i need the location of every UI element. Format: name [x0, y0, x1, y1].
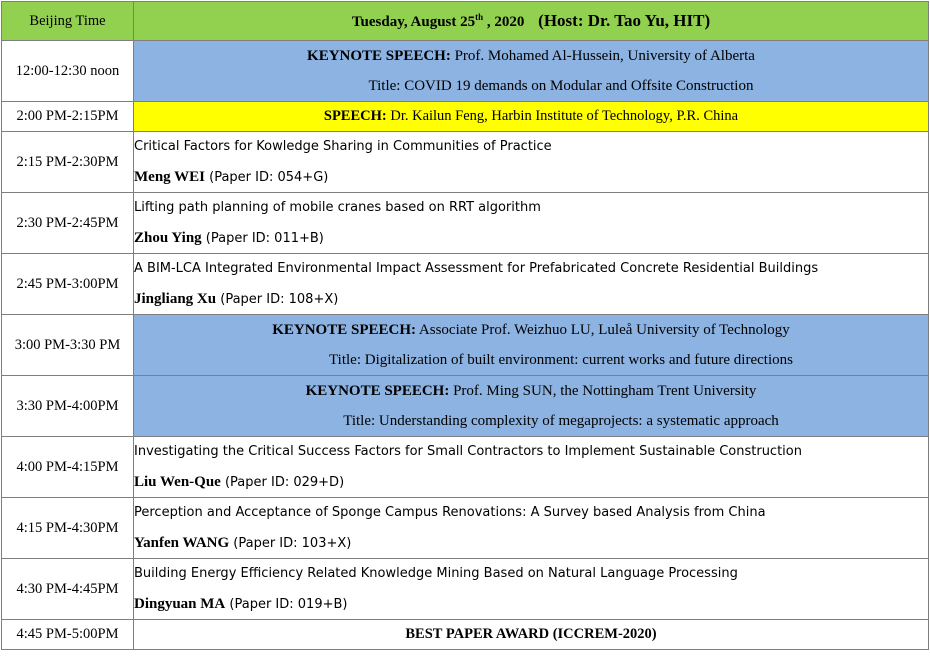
- paper-id: (Paper ID: 019+B): [225, 597, 348, 612]
- keynote-speaker: Prof. Mohamed Al-Hussein, University of Alberta: [450, 48, 755, 64]
- schedule-row: [2, 376, 929, 437]
- session-year: , 2020: [483, 14, 525, 30]
- time-column-header: Beijing Time: [2, 2, 134, 41]
- paper-cell: [134, 437, 929, 498]
- paper-title: Critical Factors for Kowledge Sharing in Communities of Practice: [134, 139, 552, 154]
- keynote-cell: [134, 376, 929, 437]
- schedule-row: [2, 132, 929, 193]
- keynote-cell: [134, 315, 929, 376]
- schedule-row: [2, 437, 929, 498]
- paper-cell: [134, 498, 929, 559]
- session-header: [134, 2, 929, 41]
- time-cell: 3:00 PM-3:30 PM: [2, 315, 134, 376]
- paper-cell: [134, 132, 929, 193]
- paper-id: (Paper ID: 054+G): [204, 170, 329, 185]
- paper-author: Liu Wen-Que: [134, 474, 221, 490]
- keynote-label: KEYNOTE SPEECH:: [307, 48, 451, 64]
- time-cell: 2:45 PM-3:00PM: [2, 254, 134, 315]
- paper-author: Zhou Ying: [134, 230, 202, 246]
- paper-title: Building Energy Efficiency Related Knowledge Mining Based on Natural Language Processing: [134, 566, 738, 581]
- keynote-label: KEYNOTE SPEECH:: [305, 383, 450, 399]
- paper-title: Investigating the Critical Success Factors for Small Contractors to Implement Sustainable Construction: [134, 444, 802, 459]
- keynote-label: KEYNOTE SPEECH:: [272, 322, 416, 338]
- time-cell: 2:30 PM-2:45PM: [2, 193, 134, 254]
- keynote-speaker: Associate Prof. Weizhuo LU, Luleå University of Technology: [416, 322, 790, 338]
- time-cell: 4:15 PM-4:30PM: [2, 498, 134, 559]
- time-cell: 3:30 PM-4:00PM: [2, 376, 134, 437]
- paper-title: A BIM-LCA Integrated Environmental Impact Assessment for Prefabricated Concrete Residential Buildings: [134, 261, 819, 276]
- award-cell: BEST PAPER AWARD (ICCREM-2020): [134, 620, 929, 650]
- schedule-row: [2, 254, 929, 315]
- time-cell: 4:00 PM-4:15PM: [2, 437, 134, 498]
- speech-speaker: Dr. Kailun Feng, Harbin Institute of Technology, P.R. China: [386, 108, 739, 124]
- paper-author: Dingyuan MA: [134, 596, 226, 612]
- keynote-title: Title: Understanding complexity of megaprojects: a systematic approach: [343, 413, 779, 429]
- speech-cell: [134, 102, 929, 132]
- paper-id: (Paper ID: 029+D): [220, 475, 345, 490]
- time-cell: 4:45 PM-5:00PM: [2, 620, 134, 650]
- time-cell: 4:30 PM-4:45PM: [2, 559, 134, 620]
- schedule-row: [2, 193, 929, 254]
- schedule-row: [2, 620, 929, 650]
- keynote-cell: [134, 41, 929, 102]
- schedule-row: [2, 41, 929, 102]
- paper-cell: [134, 193, 929, 254]
- keynote-title: Title: COVID 19 demands on Modular and Offsite Construction: [368, 78, 754, 94]
- schedule-row: [2, 315, 929, 376]
- schedule-row: [2, 559, 929, 620]
- paper-author: Meng WEI: [134, 169, 205, 185]
- time-cell: 2:00 PM-2:15PM: [2, 102, 134, 132]
- paper-cell: [134, 559, 929, 620]
- time-cell: 2:15 PM-2:30PM: [2, 132, 134, 193]
- session-date: Tuesday, August 25: [351, 14, 476, 30]
- paper-title: Lifting path planning of mobile cranes based on RRT algorithm: [134, 200, 541, 215]
- time-cell: 12:00-12:30 noon: [2, 41, 134, 102]
- date-suffix: th: [475, 12, 484, 22]
- paper-cell: [134, 254, 929, 315]
- paper-id: (Paper ID: 103+X): [229, 536, 352, 551]
- keynote-title: Title: Digitalization of built environment: current works and future directions: [329, 352, 793, 368]
- paper-author: Yanfen WANG: [134, 535, 230, 551]
- keynote-speaker: Prof. Ming SUN, the Nottingham Trent University: [449, 383, 757, 399]
- schedule-row: [2, 498, 929, 559]
- schedule-table: [1, 1, 929, 650]
- paper-id: (Paper ID: 011+B): [201, 231, 324, 246]
- speech-label: SPEECH:: [323, 108, 387, 124]
- schedule-row: [2, 102, 929, 132]
- paper-author: Jingliang Xu: [134, 291, 217, 307]
- session-host: (Host: Dr. Tao Yu, HIT): [538, 11, 711, 30]
- paper-id: (Paper ID: 108+X): [216, 292, 339, 307]
- header-row: [2, 2, 929, 41]
- paper-title: Perception and Acceptance of Sponge Campus Renovations: A Survey based Analysis from China: [134, 505, 766, 520]
